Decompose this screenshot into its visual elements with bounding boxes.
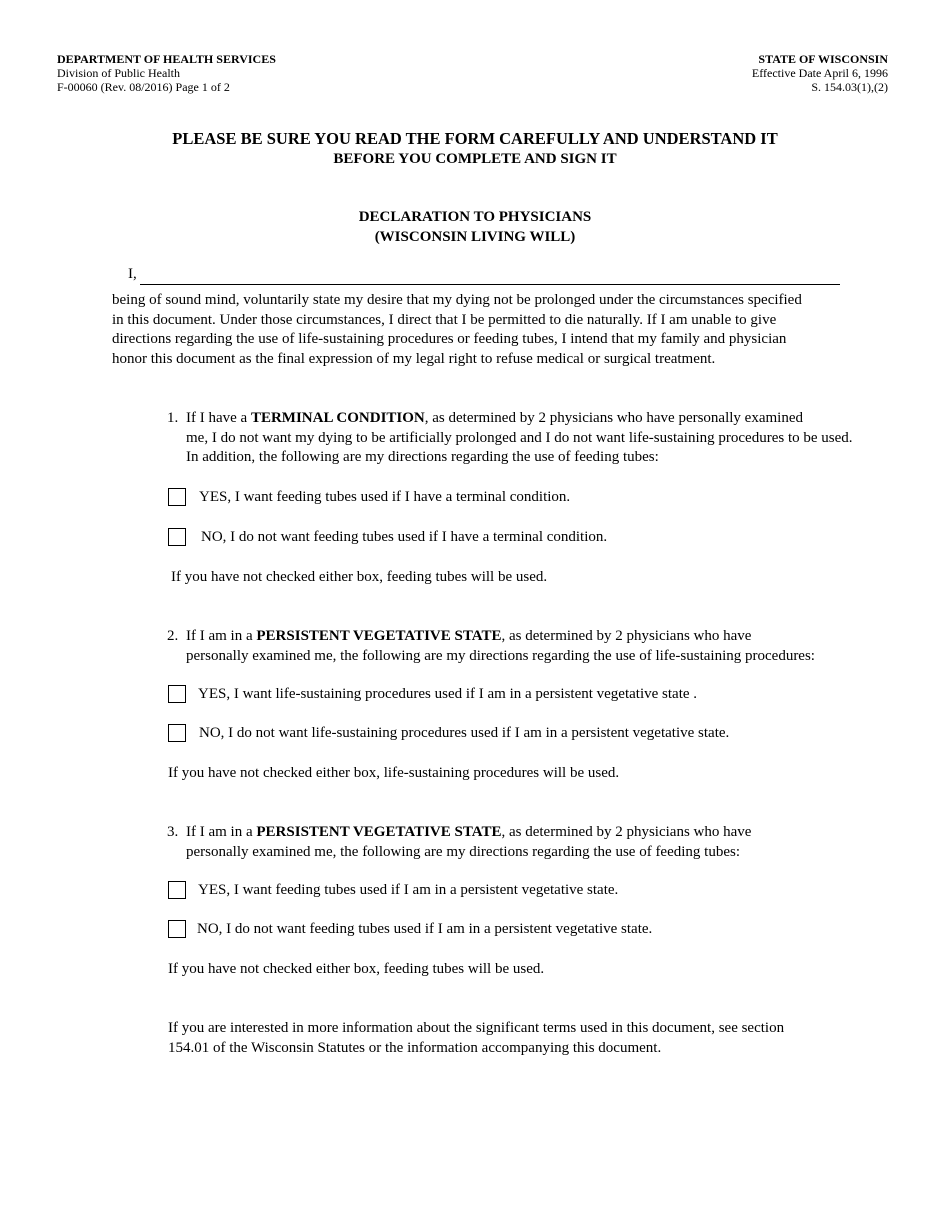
- intro-paragraph: [112, 291, 852, 369]
- section-3-yes-label: YES, I want feeding tubes used if I am in a persistent vegetative state.: [198, 882, 619, 898]
- section-3-feeding-tubes: [167, 823, 887, 863]
- section-2-yes-checkbox[interactable]: [168, 685, 186, 703]
- section-number: 3.: [167, 824, 179, 840]
- section-text: [186, 823, 886, 862]
- section-2-default-note: If you have not checked either box, life-sustaining procedures will be used.: [168, 765, 620, 781]
- section-text-line: In addition, the following are my directions regarding the use of feeding tubes:: [186, 449, 659, 466]
- intro-line: directions regarding the use of life-sustaining procedures or feeding tubes, I intend that my family and physician: [112, 331, 787, 348]
- header-left: [57, 52, 276, 94]
- notice-line-2: BEFORE YOU COMPLETE AND SIGN IT: [333, 151, 617, 167]
- section-text-pre: If I am in a: [186, 628, 257, 644]
- effective-date: Effective Date April 6, 1996: [751, 66, 888, 80]
- section-text-line: me, I do not want my dying to be artificially prolonged and I do not want life-sustaining procedures to be used.: [186, 429, 853, 446]
- section-2-no-label: NO, I do not want life-sustaining procedures used if I am in a persistent vegetative state.: [199, 725, 730, 741]
- form-title-line-1: DECLARATION TO PHYSICIANS: [358, 209, 592, 225]
- section-number: 1.: [167, 410, 179, 426]
- notice-heading: [0, 129, 950, 169]
- form-info: F-00060 (Rev. 08/2016) Page 1 of 2: [57, 80, 230, 94]
- section-number: 2.: [167, 628, 179, 644]
- footer-note-line: If you are interested in more information about the significant terms used in this document, see section: [168, 1020, 785, 1036]
- section-2-yes-label: YES, I want life-sustaining procedures used if I am in a persistent vegetative state .: [198, 686, 698, 702]
- section-text-post: , as determined by 2 physicians who have personally examined: [424, 410, 803, 426]
- section-text: [186, 627, 886, 666]
- form-title-line-2: (WISCONSIN LIVING WILL): [374, 229, 576, 245]
- footer-note-line: 154.01 of the Wisconsin Statutes or the information accompanying this document.: [168, 1039, 662, 1056]
- section-3-yes-checkbox[interactable]: [168, 881, 186, 899]
- declarant-prefix: I,: [128, 266, 137, 282]
- division-name: Division of Public Health: [57, 66, 180, 80]
- declarant-name-input[interactable]: [142, 264, 840, 286]
- section-3-no-label: NO, I do not want feeding tubes used if I am in a persistent vegetative state.: [197, 921, 653, 937]
- section-term: PERSISTENT VEGETATIVE STATE: [256, 628, 502, 644]
- statute-reference: S. 154.03(1),(2): [811, 80, 888, 94]
- header-right: [752, 52, 888, 94]
- section-text-line: personally examined me, the following are my directions regarding the use of life-sustaining procedures:: [186, 647, 815, 664]
- section-3-default-note: If you have not checked either box, feeding tubes will be used.: [168, 961, 545, 977]
- department-name: DEPARTMENT OF HEALTH SERVICES: [57, 52, 276, 66]
- section-text-post: , as determined by 2 physicians who have: [501, 824, 752, 840]
- section-text-post: , as determined by 2 physicians who have: [501, 628, 752, 644]
- section-2-life-sustaining: [167, 627, 887, 667]
- section-1-default-note: If you have not checked either box, feeding tubes will be used.: [171, 569, 548, 585]
- section-2-no-checkbox[interactable]: [168, 724, 186, 742]
- state-name: STATE OF WISCONSIN: [758, 52, 888, 66]
- footer-note: [168, 1019, 868, 1058]
- section-text-pre: If I am in a: [186, 824, 257, 840]
- form-title: [0, 207, 950, 247]
- intro-line: in this document. Under those circumstances, I direct that I be permitted to die naturally. If I am unable to give: [112, 311, 777, 328]
- section-1-no-checkbox[interactable]: [168, 528, 186, 546]
- intro-line: honor this document as the final expression of my legal right to refuse medical or surgical treatment.: [112, 350, 716, 367]
- section-text-line: personally examined me, the following are my directions regarding the use of feeding tubes:: [186, 843, 740, 860]
- intro-line: being of sound mind, voluntarily state my desire that my dying not be prolonged under the circumstances specified: [112, 292, 802, 308]
- notice-line-1: PLEASE BE SURE YOU READ THE FORM CAREFULLY AND UNDERSTAND IT: [172, 129, 778, 148]
- section-3-no-checkbox[interactable]: [168, 920, 186, 938]
- section-text-pre: If I have a: [186, 410, 251, 426]
- section-1-terminal-condition: [167, 409, 887, 469]
- section-term: PERSISTENT VEGETATIVE STATE: [256, 824, 502, 840]
- section-1-no-label: NO, I do not want feeding tubes used if I have a terminal condition.: [201, 529, 608, 545]
- declarant-name-row: [128, 264, 840, 286]
- section-text: [186, 409, 886, 468]
- section-term: TERMINAL CONDITION: [250, 410, 425, 426]
- section-1-yes-checkbox[interactable]: [168, 488, 186, 506]
- section-1-yes-label: YES, I want feeding tubes used if I have a terminal condition.: [199, 489, 571, 505]
